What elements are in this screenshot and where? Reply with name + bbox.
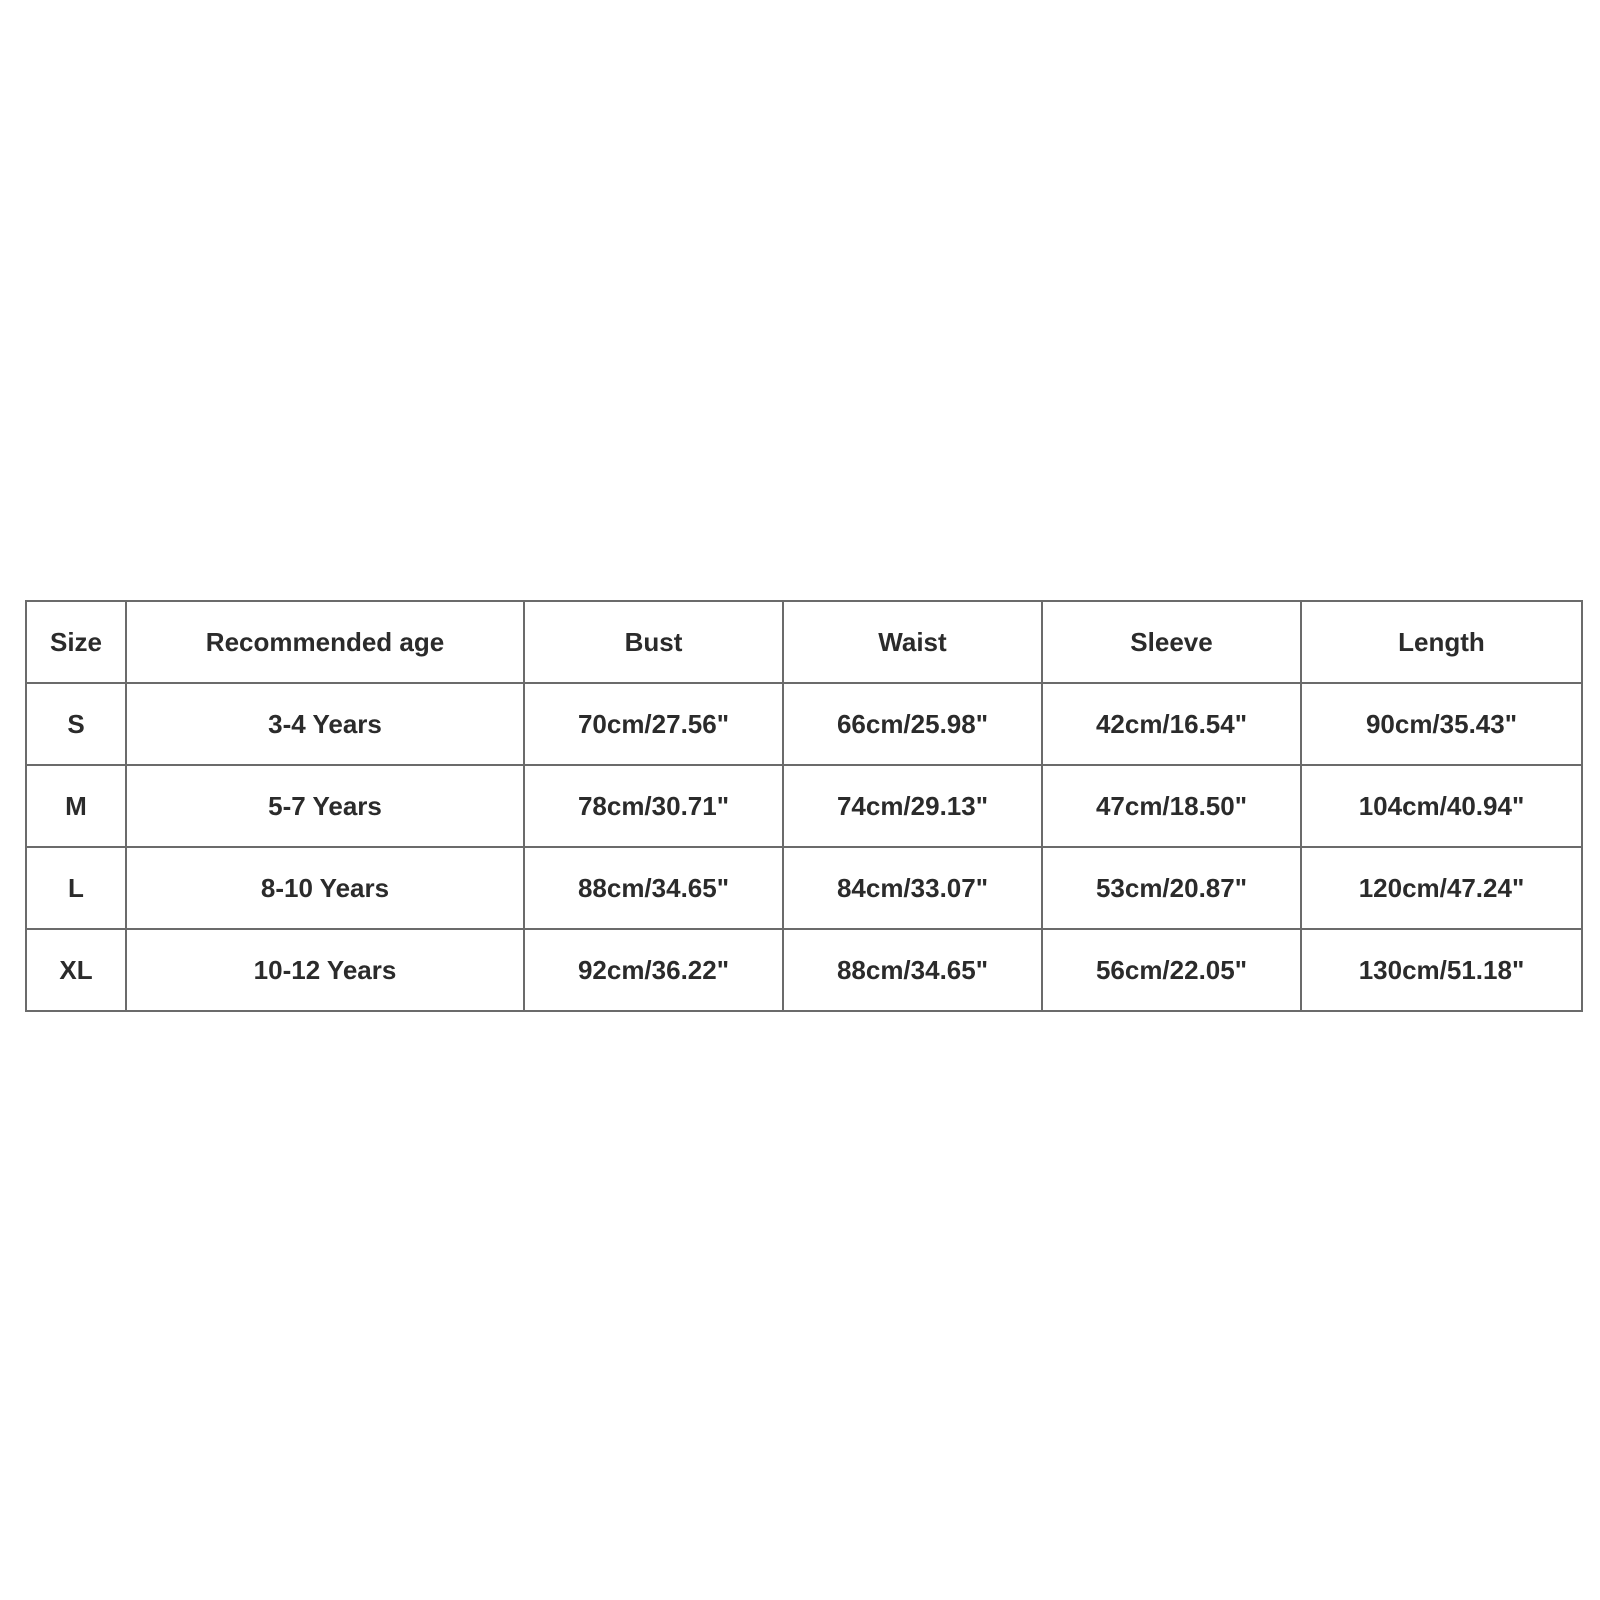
- cell-size: S: [26, 683, 126, 765]
- cell-recommended-age: 5-7 Years: [126, 765, 524, 847]
- cell-waist: 66cm/25.98": [783, 683, 1042, 765]
- table-header-row: [26, 601, 1582, 683]
- header-bust: Bust: [524, 601, 783, 683]
- header-waist: Waist: [783, 601, 1042, 683]
- cell-length: 130cm/51.18": [1301, 929, 1582, 1011]
- cell-recommended-age: 8-10 Years: [126, 847, 524, 929]
- cell-length: 90cm/35.43": [1301, 683, 1582, 765]
- header-sleeve: Sleeve: [1042, 601, 1301, 683]
- cell-sleeve: 42cm/16.54": [1042, 683, 1301, 765]
- cell-sleeve: 53cm/20.87": [1042, 847, 1301, 929]
- table-row: [26, 683, 1582, 765]
- cell-sleeve: 47cm/18.50": [1042, 765, 1301, 847]
- cell-bust: 88cm/34.65": [524, 847, 783, 929]
- table-row: [26, 847, 1582, 929]
- table-row: [26, 929, 1582, 1011]
- cell-waist: 74cm/29.13": [783, 765, 1042, 847]
- cell-recommended-age: 10-12 Years: [126, 929, 524, 1011]
- cell-length: 104cm/40.94": [1301, 765, 1582, 847]
- cell-bust: 70cm/27.56": [524, 683, 783, 765]
- cell-bust: 78cm/30.71": [524, 765, 783, 847]
- cell-bust: 92cm/36.22": [524, 929, 783, 1011]
- cell-waist: 88cm/34.65": [783, 929, 1042, 1011]
- cell-size: L: [26, 847, 126, 929]
- header-length: Length: [1301, 601, 1582, 683]
- cell-size: M: [26, 765, 126, 847]
- cell-length: 120cm/47.24": [1301, 847, 1582, 929]
- header-size: Size: [26, 601, 126, 683]
- cell-size: XL: [26, 929, 126, 1011]
- size-chart-table: [25, 600, 1583, 1012]
- header-recommended-age: Recommended age: [126, 601, 524, 683]
- cell-recommended-age: 3-4 Years: [126, 683, 524, 765]
- table-row: [26, 765, 1582, 847]
- cell-waist: 84cm/33.07": [783, 847, 1042, 929]
- cell-sleeve: 56cm/22.05": [1042, 929, 1301, 1011]
